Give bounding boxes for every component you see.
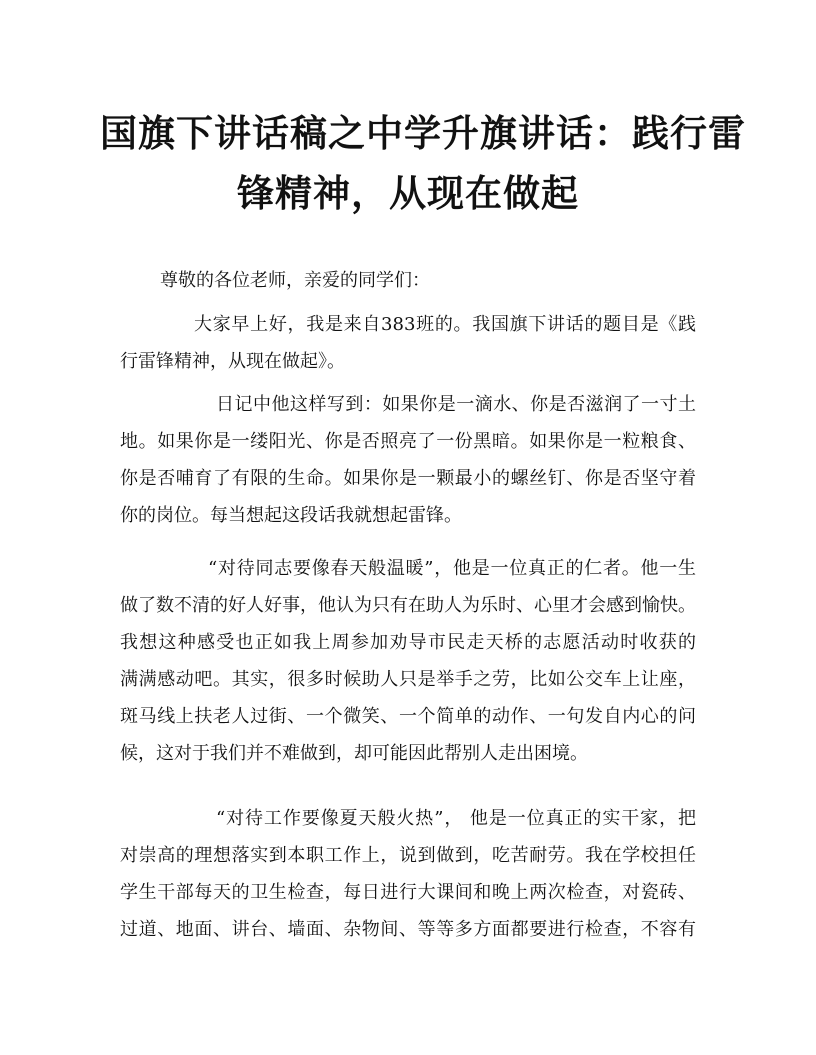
- paragraph-line: 大家早上好，我是来自383班的。我国旗下讲话的题目是《践: [194, 314, 696, 335]
- diary-paragraph: [120, 386, 696, 534]
- document-title-line-1: 国旗下讲话稿之中学升旗讲话：践行雷: [100, 111, 746, 155]
- paragraph-line: 地。如果你是一缕阳光、你是否照亮了一份黑暗。如果你是一粒粮食、: [120, 431, 696, 452]
- paragraph-line: 日记中他这样写到：如果你是一滴水、你是否滋润了一寸土: [216, 394, 696, 415]
- paragraph-line: 我想这种感受也正如我上周参加劝导市民走天桥的志愿活动时收获的: [120, 632, 696, 653]
- paragraph-line: 你是否哺育了有限的生命。如果你是一颗最小的螺丝钉、你是否坚守着: [120, 468, 696, 489]
- paragraph-line: 过道、地面、讲台、墙面、杂物间、等等多方面都要进行检查，不容有: [120, 919, 696, 940]
- paragraph-line: “对待同志要像春天般温暖”，他是一位真正的仁者。他一生: [208, 558, 696, 579]
- salutation-paragraph: [120, 262, 696, 299]
- paragraph-line: 学生干部每天的卫生检查，每日进行大课间和晚上两次检查，对瓷砖、: [120, 882, 696, 903]
- paragraph-line: 满满感动吧。其实，很多时候助人只是举手之劳，比如公交车上让座，: [120, 669, 696, 690]
- paragraph-line: “对待工作要像夏天般火热”， 他是一位真正的实干家，把: [216, 808, 696, 829]
- paragraph-line: 斑马线上扶老人过街、一个微笑、一个简单的动作、一句发自内心的问: [120, 706, 696, 727]
- paragraph-line: 对崇高的理想落实到本职工作上，说到做到，吃苦耐劳。我在学校担任: [120, 845, 696, 866]
- document-title-line-2: 锋精神，从现在做起: [237, 171, 579, 215]
- paragraph-line: 行雷锋精神，从现在做起》。: [120, 351, 345, 372]
- spring-paragraph: [120, 550, 696, 772]
- paragraph-line: 你的岗位。每当想起这段话我就想起雷锋。: [120, 505, 462, 526]
- paragraph-line: 做了数不清的好人好事，他认为只有在助人为乐时、心里才会感到愉快。: [120, 595, 696, 616]
- summer-paragraph: [120, 800, 696, 948]
- greeting-paragraph: [120, 306, 696, 380]
- paragraph-line: 尊敬的各位老师，亲爱的同学们：: [160, 270, 430, 291]
- paragraph-line: 候，这对于我们并不难做到，却可能因此帮别人走出困境。: [120, 743, 588, 764]
